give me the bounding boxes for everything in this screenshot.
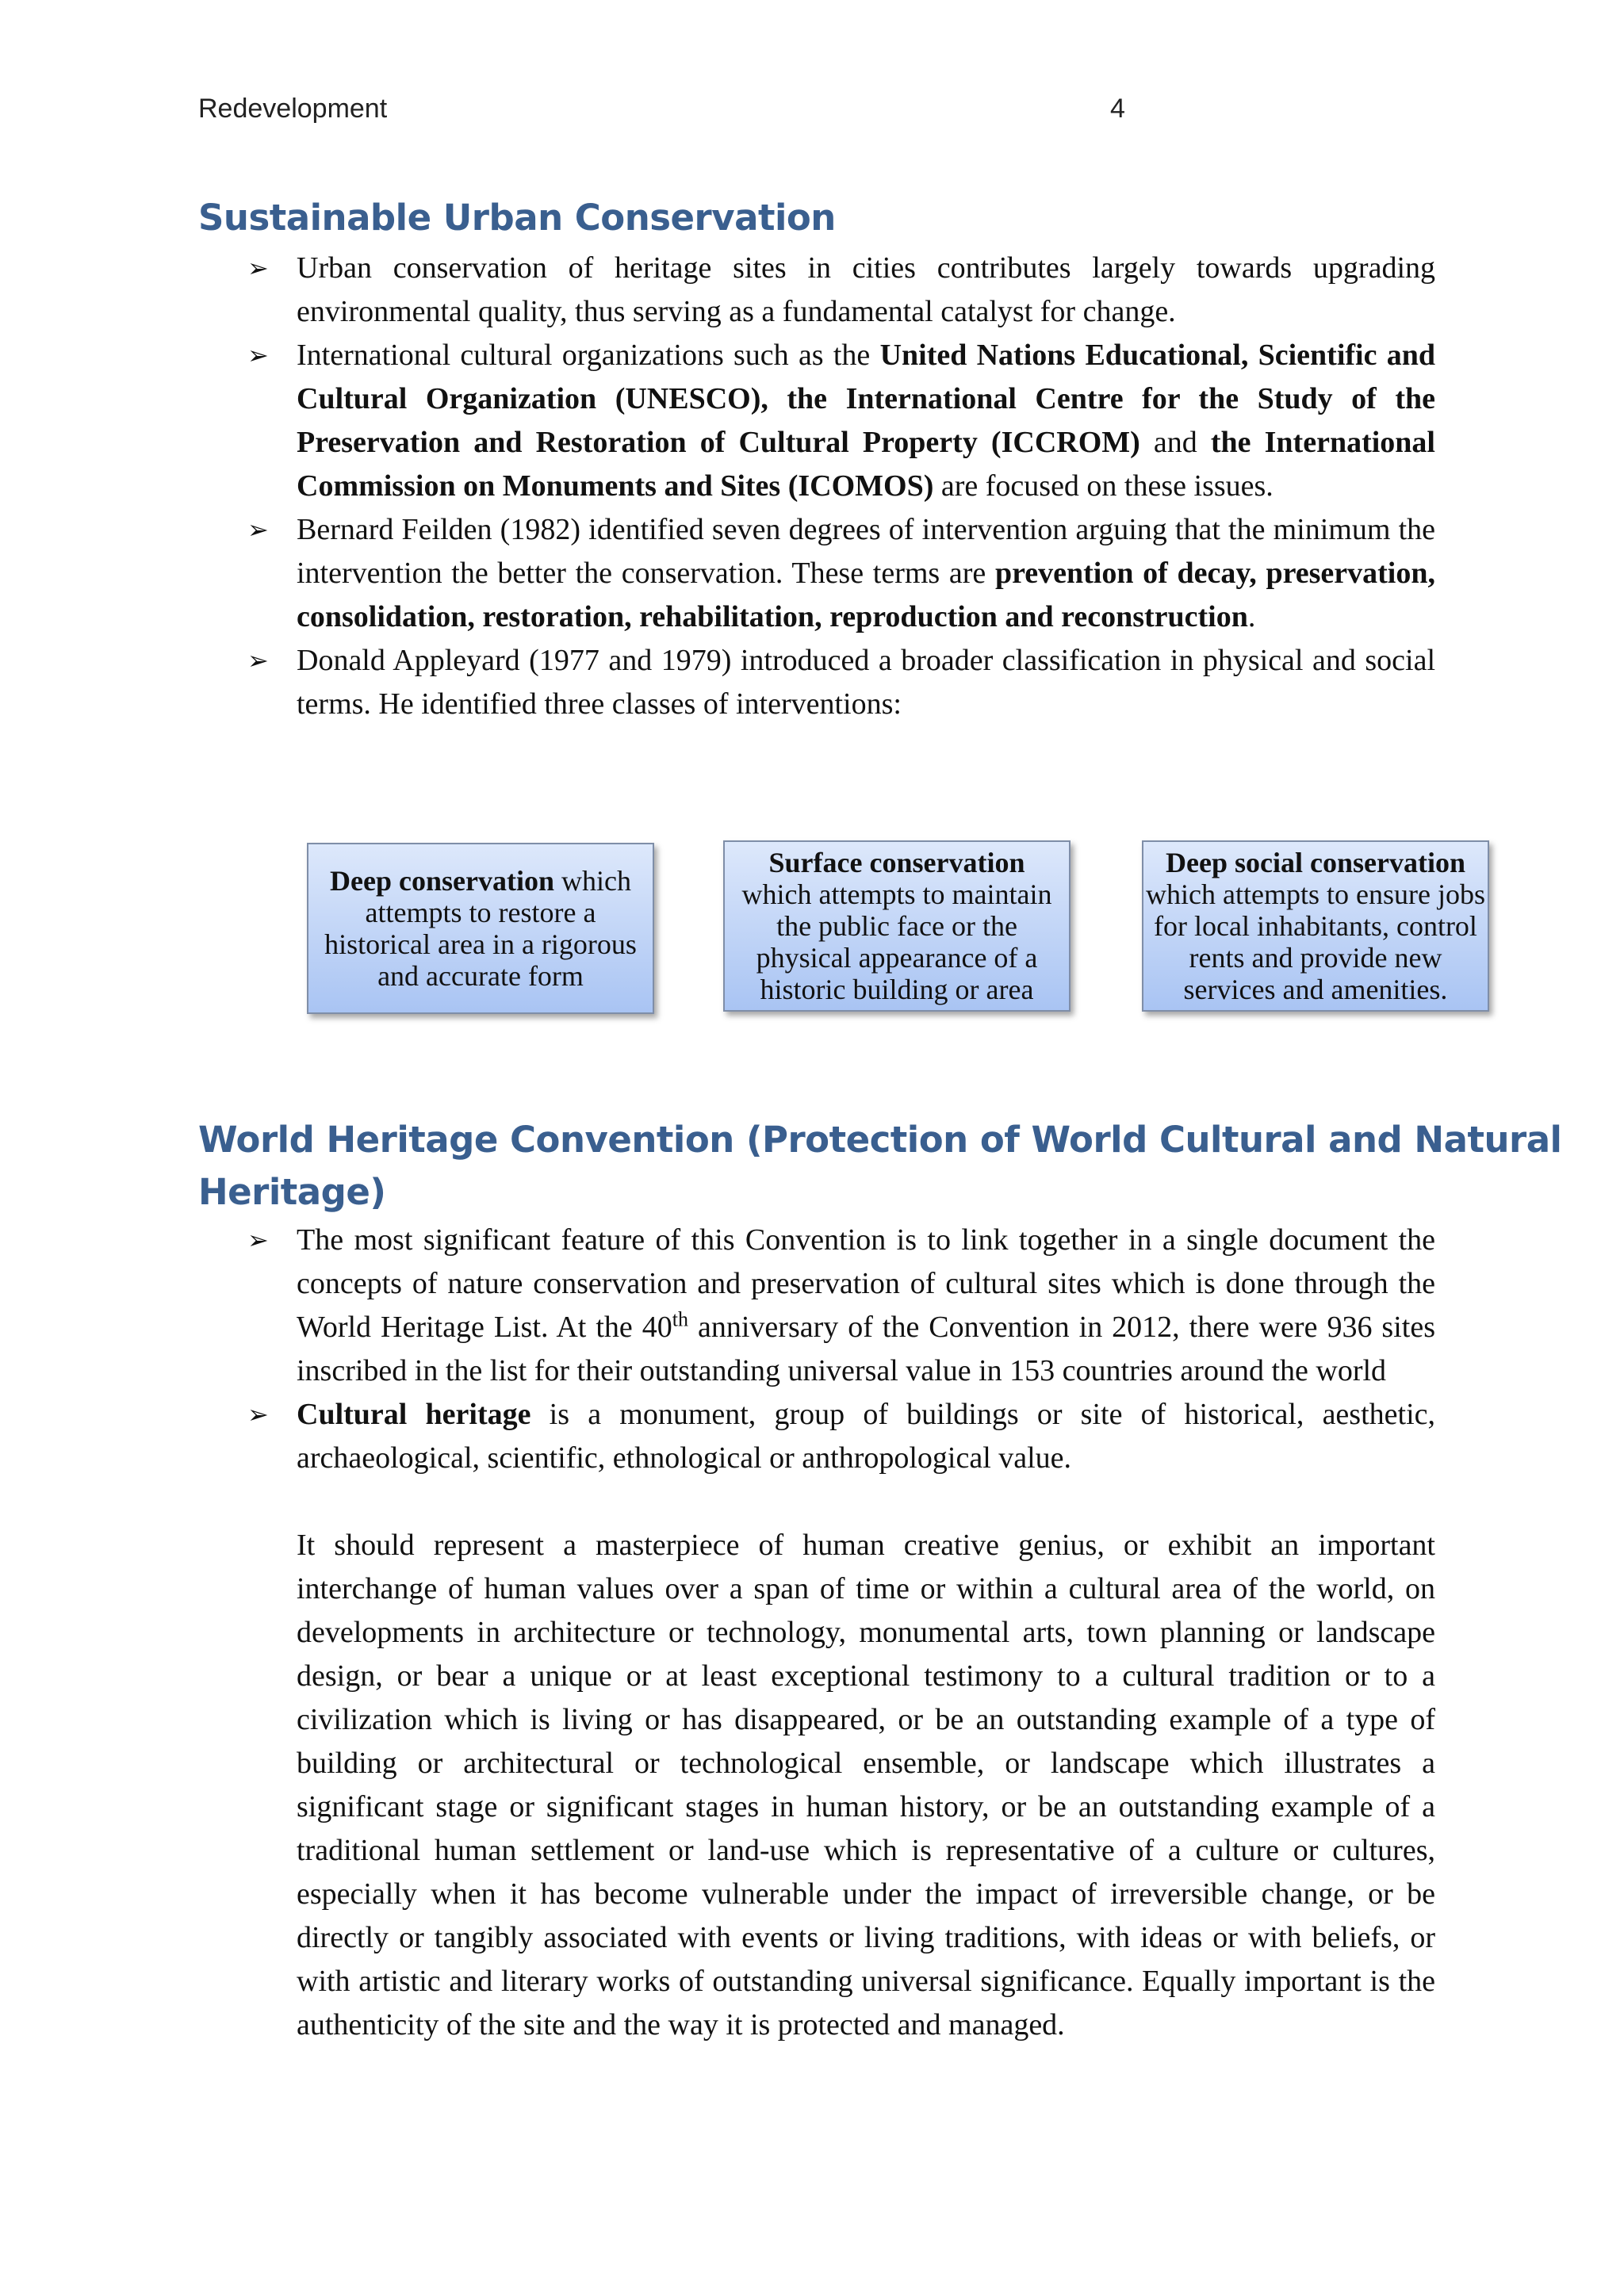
- ordinal-superscript: th: [672, 1307, 688, 1331]
- bullet-text: Donald Appleyard (1977 and 1979) introduced a broader classification in physical and social terms. He identified three classes of interventions:: [297, 644, 1435, 721]
- list-item: [198, 508, 1435, 639]
- list-item: [198, 334, 1435, 508]
- surface-conservation-box: [723, 840, 1071, 1012]
- bullet-text: and: [1139, 426, 1211, 459]
- box-text: which attempts to maintain the public face or the physical appearance of a historic building or area: [741, 878, 1052, 1005]
- box-title: Deep social conservation: [1166, 847, 1465, 878]
- section2-bullet-list: [198, 1219, 1435, 1480]
- section-heading-sustainable-conservation: Sustainable Urban Conservation: [198, 197, 836, 239]
- box-title: Deep conservation: [330, 865, 554, 897]
- arrowhead-bullet-icon: ➢: [247, 1225, 269, 1255]
- arrowhead-bullet-icon: ➢: [247, 253, 269, 283]
- cultural-heritage-description: It should represent a masterpiece of human creative genius, or exhibit an important interchange of human values over a span of time or within a cultural area of the world, on developments in architecture or technology, monumental arts, town planning or landscape design, or bear a unique or at least exceptional testimony to a cultural tradition or to a civilization which is living or has disappeared, or be an outstanding example of a type of building or architectural or technological ensemble, or landscape which illustrates a significant stage or significant stages in human history, or be an outstanding example of a traditional human settlement or land-use which is representative of a culture or cultures, especially when it has become vulnerable under the impact of irreversible change, or be directly or tangibly associated with events or living traditions, with ideas or with beliefs, or with artistic and literary works of outstanding universal significance. Equally important is the authenticity of the site and the way it is protected and managed.: [297, 1529, 1435, 2042]
- list-item: [198, 247, 1435, 334]
- deep-conservation-box: [307, 843, 654, 1014]
- bullet-text: .: [1247, 600, 1256, 633]
- arrowhead-bullet-icon: ➢: [247, 645, 269, 675]
- arrowhead-bullet-icon: ➢: [247, 340, 269, 370]
- bullet-bold-text: the International Commission on Monuments and Sites (ICOMOS): [297, 426, 1435, 503]
- box-text: which attempts to ensure jobs for local inhabitants, control rents and provide new services and amenities.: [1146, 878, 1485, 1005]
- arrowhead-bullet-icon: ➢: [247, 1399, 269, 1429]
- bullet-text: The most significant feature of this Convention is to link together in a single document the concepts of nature conservation and preservation of cultural sites which is done through the World Heritage List. At the 40: [297, 1223, 1435, 1344]
- bullet-text: is a monument, group of buildings or site of historical, aesthetic, archaeological, scientific, ethnological or anthropological value.: [297, 1398, 1435, 1475]
- list-item: [198, 639, 1435, 726]
- heading-line: World Heritage Convention (Protection of World Cultural and Natural: [198, 1119, 1562, 1161]
- header-title: Redevelopment: [198, 94, 388, 124]
- arrowhead-bullet-icon: ➢: [247, 515, 269, 545]
- list-item: [198, 1219, 1435, 1393]
- section-heading-world-heritage: [198, 1114, 1561, 1219]
- bullet-bold-text: prevention of decay, preservation, consolidation, restoration, rehabilitation, reproduction and reconstruction: [297, 557, 1435, 633]
- bullet-text: are focused on these issues.: [933, 469, 1274, 503]
- box-text: which attempts to restore a historical area in a rigorous and accurate form: [324, 865, 637, 992]
- bullet-text: Bernard Feilden (1982) identified seven degrees of intervention arguing that the minimum the intervention the better the conservation. These terms are: [297, 513, 1435, 590]
- page-number: 4: [1110, 94, 1125, 124]
- bullet-text: anniversary of the Convention in 2012, there were 936 sites inscribed in the list for their outstanding universal value in 153 countries around the world: [297, 1311, 1435, 1387]
- bullet-bold-text: Cultural heritage: [297, 1398, 531, 1431]
- list-item: [198, 1393, 1435, 1480]
- box-title: Surface conservation: [768, 847, 1025, 878]
- bullet-text: Urban conservation of heritage sites in cities contributes largely towards upgrading environmental quality, thus serving as a fundamental catalyst for change.: [297, 251, 1435, 328]
- bullet-bold-text: United Nations Educational, Scientific and Cultural Organization (UNESCO), the International Centre for the Study of the Preservation and Restoration of Cultural Property (ICCROM): [297, 339, 1435, 459]
- deep-social-conservation-box: [1142, 840, 1489, 1012]
- bullet-text: International cultural organizations such as the: [297, 339, 880, 372]
- page-header: [198, 94, 1134, 124]
- heading-line: Heritage): [198, 1171, 386, 1213]
- section1-bullet-list: [198, 247, 1435, 726]
